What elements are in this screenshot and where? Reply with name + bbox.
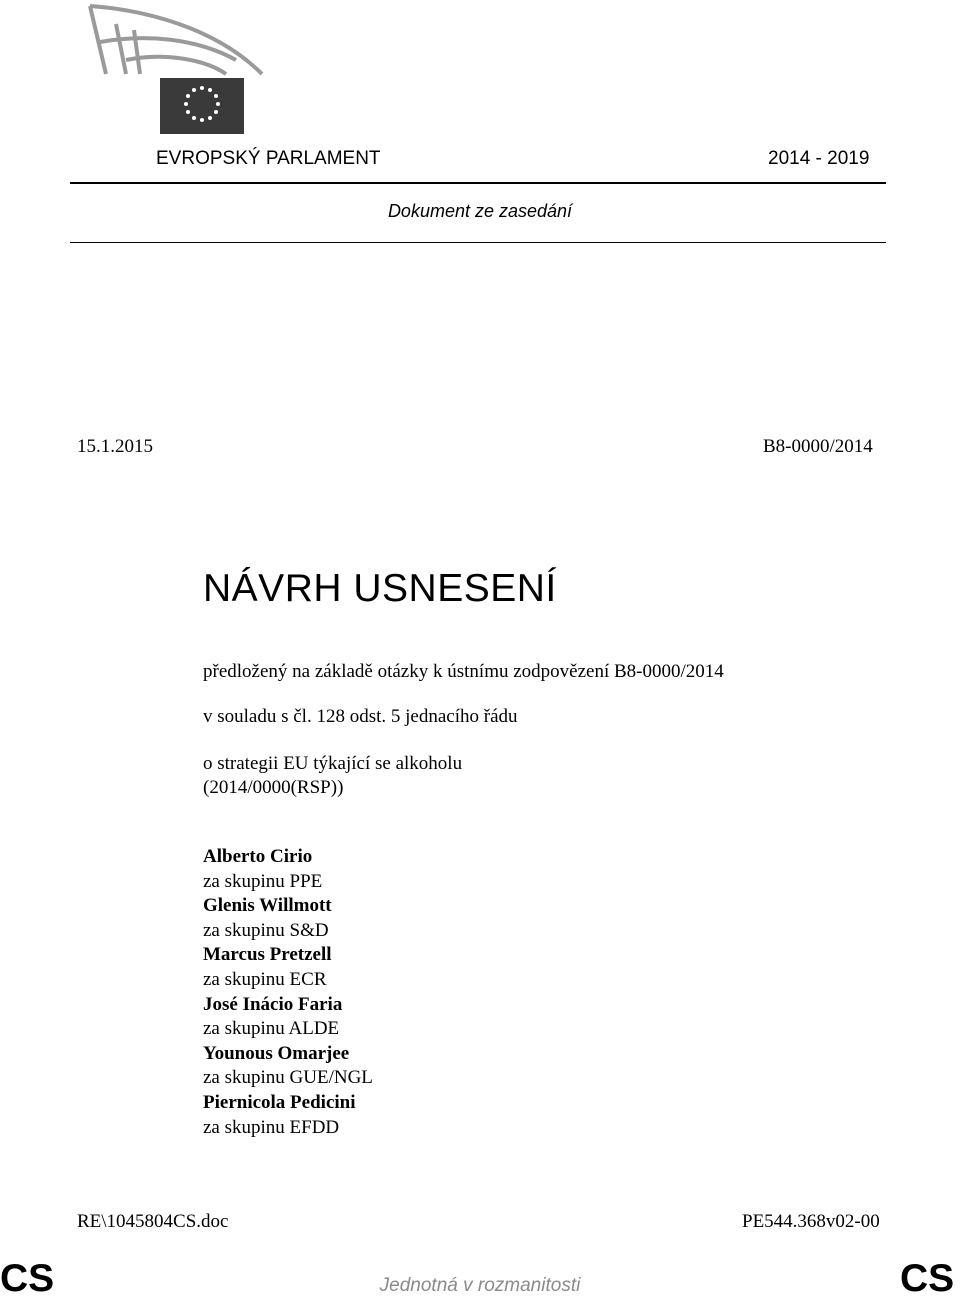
author-name: Piernicola Pedicini xyxy=(203,1091,356,1113)
document-number: B8-0000/2014 xyxy=(763,436,873,457)
document-type: Dokument ze zasedání xyxy=(387,201,573,221)
procedure-number: (2014/0000(RSP)) xyxy=(203,777,344,798)
author-name: Younous Omarjee xyxy=(203,1042,350,1064)
language-code-left: CS xyxy=(0,1257,55,1300)
rule-reference: v souladu s čl. 128 odst. 5 jednacího řádu xyxy=(203,706,518,727)
author-group: za skupinu EFDD xyxy=(203,1116,340,1138)
european-parliament-logo xyxy=(76,0,276,138)
subject: o strategii EU týkající se alkoholu xyxy=(203,753,463,774)
eu-motto: Jednotná v rozmanitosti xyxy=(379,1275,581,1296)
file-name: RE\1045804CS.doc xyxy=(77,1211,229,1232)
institution-name: EVROPSKÝ PARLAMENT xyxy=(156,148,381,169)
author-name: Glenis Willmott xyxy=(203,895,332,917)
header-rule-top xyxy=(70,182,886,184)
document-date: 15.1.2015 xyxy=(77,436,153,457)
pe-number: PE544.368v02-00 xyxy=(742,1211,880,1232)
author-name: Marcus Pretzell xyxy=(203,944,332,966)
submission-basis: předložený na základě otázky k ústnímu zodpovězení B8-0000/2014 xyxy=(203,661,724,682)
author-list xyxy=(203,845,373,1140)
parliamentary-term: 2014 - 2019 xyxy=(768,148,870,169)
author-name: José Inácio Faria xyxy=(203,993,343,1015)
language-code-right: CS xyxy=(900,1257,955,1300)
author-name: Alberto Cirio xyxy=(203,846,313,867)
author-group: za skupinu GUE/NGL xyxy=(203,1067,373,1089)
author-group: za skupinu S&D xyxy=(203,919,329,941)
author-group: za skupinu ALDE xyxy=(203,1018,340,1040)
document-title: NÁVRH USNESENÍ xyxy=(203,567,557,610)
author-group: za skupinu ECR xyxy=(203,968,327,990)
author-group: za skupinu PPE xyxy=(203,870,323,892)
header-rule-bottom xyxy=(70,242,886,243)
